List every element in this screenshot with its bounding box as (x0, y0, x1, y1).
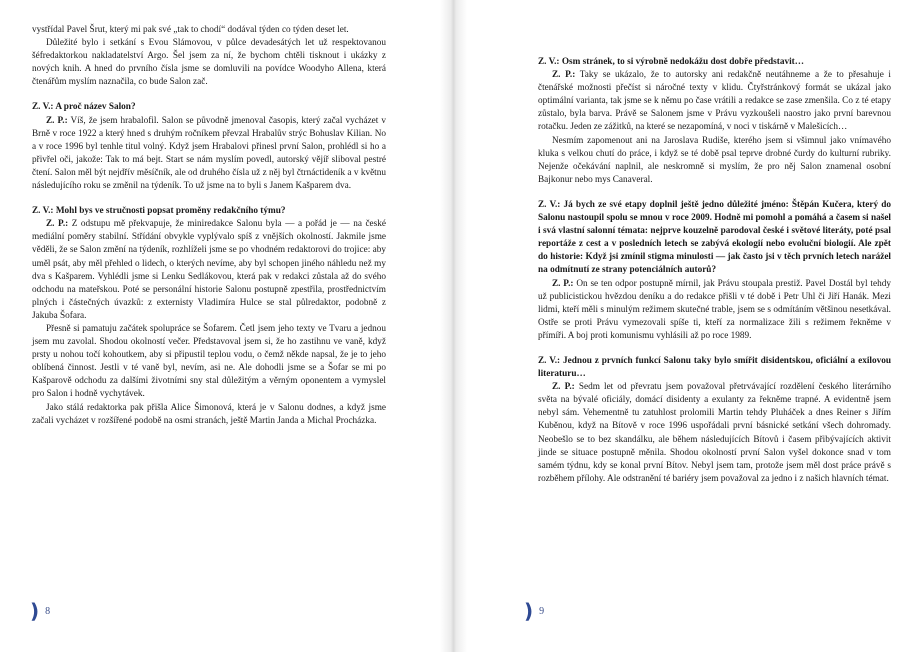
speaker-label: Z. P.: (552, 382, 575, 393)
paragraph-text: Víš, že jsem hrabalofil. Salon se původně jmenoval časopis, který začal vycházet v Brně v roce 1922 a který hned s druhým ročníkem převzal Hrabalův strýc Bohuslav Kilian. No a v roce 1996 byl tenhle titul volný. Když jsem Hrabalovi přinesl první Salon, prohlédl si ho a přivřel oči, jakože: Tak to má bejt. Start se nám myslím povedl, autorský vějíř sliboval pestré čtení. Salon měl být nejdřív měsíčník, ale od druhého čísla už z něj byl čtrnáctideník a v květnu následujícího roku se změnil na týdeník. To už jsme na to byli s Janem Kašparem dva. (32, 115, 386, 192)
paragraph-text: Důležité bylo i setkání s Evou Slámovou, v půlce devadesátých let už respektovanou šéfredaktorkou nakladatelství Argo. Šel jsem za ní, že bychom chtěli tisknout i ukázky z nových knih. A hned do prvního čísla jsme se domluvili na povídce Woodyho Allena, která čtenářům myslím naznačila, co bude Salon zač. (32, 38, 386, 88)
paragraph-gap (538, 187, 891, 199)
paragraph-text: Z odstupu mě překvapuje, že miniredakce Salonu byla — a pořád je — na české mediální poměry stabilní. Střídání obvykle vyplývalo spíš z vnějších okolností. Jakmile jsme věděli, že se Salon změní na týdeník, rozhlíželi jsme se po vhodném redaktorovi do trojice: aby uměl psát, aby měl přehled o lidech, o kterých nevíme, aby byl schopen jiného náhledu než my dva s Kašparem. Vyhlédli jsme si Lenku Sedlákovou, která pak v redakci zůstala až do svého odchodu na mateřskou. Poté se personální historie Salonu postupně zpestřila, prostřednictvím plných i částečných úvazků: z externisty Vladimíra Hulce se stal půlredaktor, podobně z Jakuba Šofara. (32, 219, 386, 321)
right-page (454, 0, 907, 652)
right-page-number (524, 601, 544, 621)
page-number-bracket-icon: ) (30, 599, 40, 623)
body-paragraph (32, 402, 386, 428)
page-number: 9 (539, 605, 545, 617)
interview-question (538, 355, 891, 381)
interview-answer (32, 218, 386, 323)
left-page (0, 0, 453, 652)
interview-answer (538, 278, 891, 343)
speaker-label: Z. V.: (538, 57, 560, 67)
paragraph-text: Přesně si pamatuju začátek spolupráce se Šofarem. Četl jsem jeho texty ve Tvaru a jednou jsem mu zavolal. Shodou okolností večer. Představoval jsem si, že ho zastihnu ve vaně, když prsty u nohou točí kohoutkem, aby si připustil teplou vodu, o čemž někde napsal, že je to jeho oblíbená činnost. Jestli v té vaně byl, nevím, asi ne. Ale dohodli jsme se a Šofar se mi po Kašparově odchodu za dalšími životními sny stal důležitým a věrným oponentem a vymyslel pro Salon i hodně vychytávek. (32, 323, 386, 400)
paragraph-gap (538, 343, 891, 355)
body-paragraph (32, 323, 386, 402)
paragraph-text: Mohl bys ve stručnosti popsat proměny redakčního týmu? (53, 206, 286, 217)
paragraph-text: vystřídal Pavel Šrut, který mi pak své „tak to chodí“ dodával týden co týden deset let. (32, 25, 349, 35)
paragraph-text: On se ten odpor postupně mírnil, jak Právu stoupala prestiž. Pavel Dostál byl tehdy už publicistickou hvězdou deníku a do redakce přišli v té době i Petr Uhl či Jiří Hanák. Mezi lidmi, kteří měli s minulým režimem skutečné trable, jsem se s odmítáním většinou nesetkával. Ostře se proti Právu vymezovali spíše ti, kteří za normalizace žili s režimem řekněme v přímíři. A boj proti komunismu vyhlásili až po roce 1989. (538, 278, 891, 341)
book-gutter (440, 0, 467, 652)
speaker-label: Z. V.: (538, 355, 561, 366)
paragraph-text: Jednou z prvních funkcí Salonu taky bylo smířit disidentskou, oficiální a exilovou literaturu… (538, 355, 891, 380)
paragraph-text: A proč název Salon? (53, 102, 136, 113)
left-page-number (30, 601, 50, 621)
paragraph-text: Já bych ze své etapy doplnil ještě jedno důležité jméno: Štěpán Kučera, který do Salonu nastoupil spolu se mnou v roce 2009. Hodně mi pomohl a pomáhá a časem si našel i svá vlastní salonní témata: nejprve kouzelně parodoval české i světové literáty, poté psal reportáže z cest a v posledních letech se zabývá ekologií nebo evoluční biologií. Ale zpět do historie: Když jsi zmínil stigma minulosti — jak často jsi v těch prvních letech narážel na odmítnutí ze strany potenciálních autorů? (538, 199, 891, 276)
interview-answer (538, 69, 891, 134)
interview-answer (538, 381, 891, 486)
body-paragraph (32, 37, 386, 89)
interview-question (32, 205, 386, 218)
paragraph-text: Nesmím zapomenout ani na Jaroslava Rudiše, kterého jsem si všimnul jako vnímavého kluka s velkou chutí do práce, i když se té době psal teprve drobné čurdy do kulturní rubriky. Nejenže očekávání naplnil, ale neskromně si myslím, že pro něj Salon znamenal osobní Bajkonur nebo mys Canaveral. (538, 135, 891, 185)
paragraph-text: Sedm let od převratu jsem považoval přetrvávající rozdělení českého literárního světa na bývalé oficiály, domácí disidenty a exulanty za řekněme trapné. A evidentně jsem nebyl sám. Vehementně tu zatuhlost prolomili Martin tehdy Pluháček a dnes Reiner s Jiřím Kuběnou, když na Bítově v roce 1996 uspořádali první básnické setkání všech dohromady. Neobešlo se to bez skandálku, ale během následujících Bítovů i časem přibývajících aktivit jinde se situace postupně měnila. Shodou okolností první Salon vyšel dokonce snad v tom samém týdnu, kdy se konal první Bítov. Nebyl jsem tam, protože jsem měl dost práce právě s rozběhem přílohy. Ale odstranění té bariéry jsem považoval za jedno i z našich hlavních témat. (538, 382, 891, 484)
page-number: 8 (45, 605, 51, 617)
interview-answer (32, 115, 386, 194)
paragraph-gap (32, 89, 386, 101)
paragraph-text: Taky se ukázalo, že to autorsky ani redakčně neutáhneme a že to přesahuje i čtenářské možnosti přečíst si náročné texty v klidu. Čtyřstránkový formát se ukázal jako optimální varianta, tak jsme se k němu po čase vrátili a redakce se zase zmenšila. Co z té etapy zůstalo, byla barva. Právě se Salonem jsme v Právu vyzkoušeli naostro jako první barevnou rotačku. Jeden ze zážitků, na které se nezapomíná, v noci v tiskárně v Malešicích… (538, 70, 891, 133)
interview-question (538, 199, 891, 278)
paragraph-text: Jako stálá redaktorka pak přišla Alice Šimonová, která je v Salonu dodnes, a když jsme začali vycházet v rozšířené podobě na osmi stranách, ještě Martin Janda a Michal Procházka. (32, 402, 386, 426)
paragraph-gap (32, 193, 386, 205)
speaker-label: Z. P.: (552, 278, 574, 289)
speaker-label: Z. V.: (32, 206, 54, 217)
right-page-text (538, 56, 891, 486)
speaker-label: Z. V.: (32, 102, 54, 113)
speaker-label: Z. P.: (46, 115, 68, 126)
paragraph-text: Osm stránek, to si výrobně nedokážu dost dobře představit… (559, 57, 804, 67)
page-number-bracket-icon: ) (524, 599, 534, 623)
speaker-label: Z. V.: (538, 199, 561, 210)
speaker-label: Z. P.: (46, 219, 69, 230)
interview-question (32, 101, 386, 114)
interview-question (538, 56, 891, 69)
body-paragraph (32, 24, 386, 37)
body-paragraph (538, 135, 891, 187)
left-page-text (32, 24, 386, 428)
speaker-label: Z. P.: (552, 70, 576, 81)
